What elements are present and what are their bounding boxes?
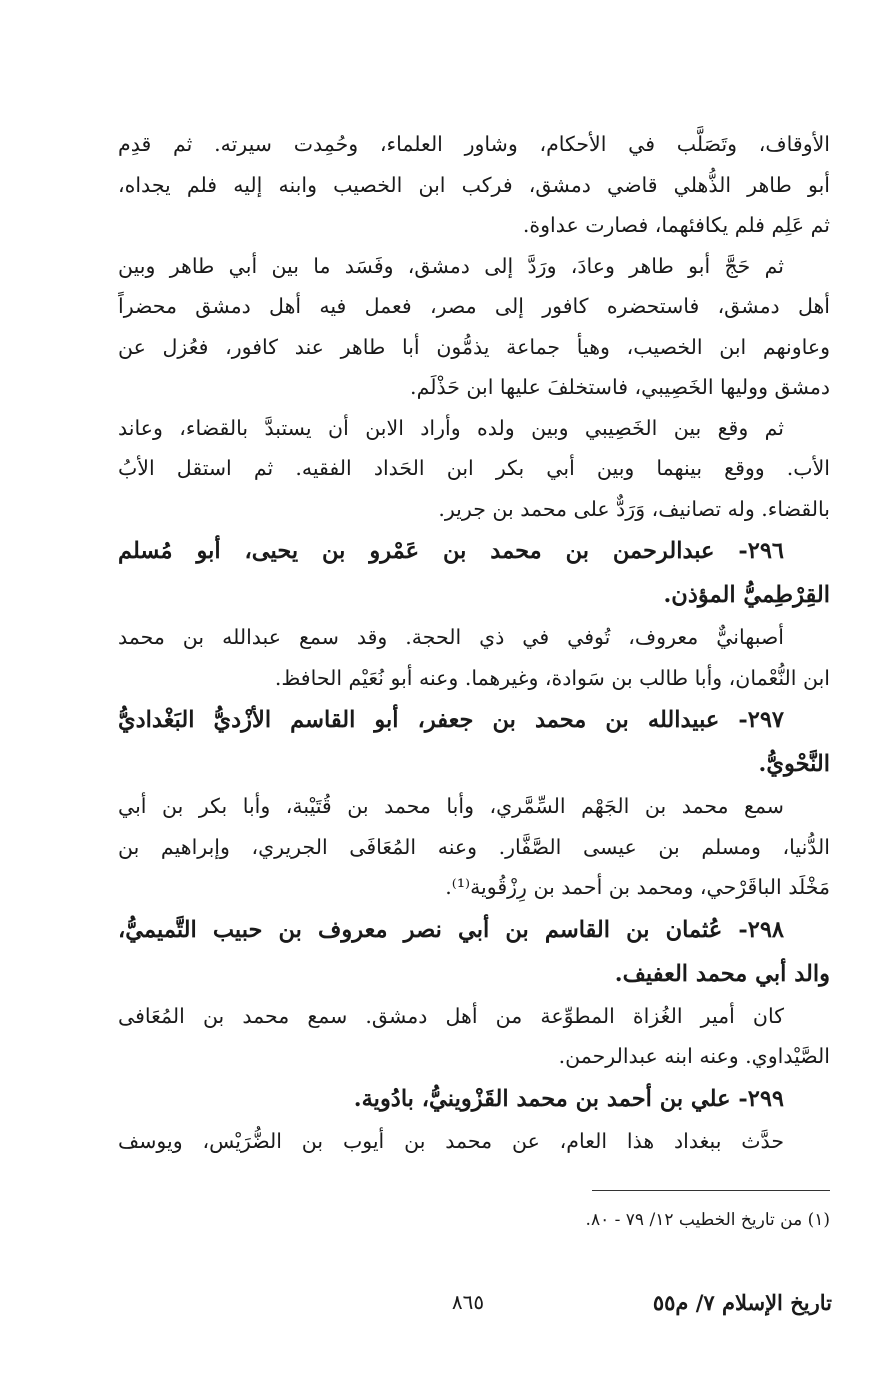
text-line: الأب. ووقع بينهما وبين أبي بكر ابن الحَداد الفقيه. ثم استقل الأبُ (118, 456, 830, 480)
entry-heading-line: النَّحْويُّ. (758, 751, 830, 777)
text-line: وعاونهم ابن الخصيب، وهيأ جماعة يذمُّون أبا طاهر عند كافور، فعُزل عن (118, 334, 830, 359)
running-footer: تاريخ الإسلام ٧/ م٥٥ (652, 1290, 832, 1315)
footnote: (١) من تاريخ الخطيب ١٢/ ٧٩ - ٨٠. (585, 1210, 830, 1230)
entry-heading-line: والد أبي محمد العفيف. (614, 960, 830, 987)
text-line: أهل دمشق، فاستحضره كافور إلى مصر، فعمل فيه أهل دمشق محضراً (118, 294, 830, 318)
entry-heading-line: ٢٩٦- عبدالرحمن بن محمد بن عَمْرو بن يحيى، أبو مُسلم (118, 538, 784, 564)
page-number: ٨٦٥ (451, 1290, 485, 1314)
text-line: الأوقاف، وتَصَلَّب في الأحكام، وشاور العلماء، وحُمِدت سيرته. ثم قدِم (118, 132, 830, 156)
text-line: ثم حَجَّ أبو طاهر وعادَ، ورَدَّ إلى دمشق، وفَسَد ما بين أبي طاهر وبين (118, 253, 784, 278)
text-line: ثم وقع بين الخَصِيبي وبين ولده وأراد الابن أن يستبدَّ بالقضاء، وعاند (118, 415, 784, 440)
text-line: أصبهانيٌّ معروف، تُوفي في ذي الحجة. وقد سمع عبدالله بن محمد (118, 625, 784, 649)
footnote-separator (592, 1190, 830, 1191)
text-line: أبو طاهر الذُّهلي قاضي دمشق، فركب ابن الخصيب وابنه إليه فلم يجداه، (118, 172, 830, 197)
text-line: كان أمير الغُزاة المطوِّعة من أهل دمشق. سمع محمد بن المُعَافى (118, 1003, 784, 1028)
text-line: الصَّيْداوي. وعنه ابنه عبدالرحمن. (558, 1044, 830, 1068)
text-line: ابن النُّعْمان، وأبا طالب بن سَوادة، وغيرهما. وعنه أبو نُعَيْم الحافظ. (274, 665, 830, 690)
text-line: بالقضاء. وله تصانيف، وَرَدٌّ على محمد بن جرير. (438, 496, 830, 521)
text-line: دمشق ووليها الخَصِيبي، فاستخلفَ عليها ابن حَذْلَم. (410, 375, 830, 399)
entry-heading-line: ٢٩٩- علي بن أحمد بن محمد القَزْوينيُّ، بادُوية. (353, 1085, 784, 1112)
text-line: الدُّنيا، ومسلم بن عيسى الصَّفَّار. وعنه المُعَافَى الجريري، وإبراهيم بن (118, 834, 830, 859)
entry-heading-line: ٢٩٧- عبيدالله بن محمد بن جعفر، أبو القاسم الأزْديُّ البَغْداديُّ (118, 707, 784, 733)
text-line: ثم عَلِم فلم يكافئهما، فصارت عداوة. (522, 213, 830, 237)
text-line: مَخْلَد الباقَرْحي، ومحمد بن أحمد بن رِزْقُوية⁽¹⁾. (445, 875, 830, 899)
main-text-block (118, 124, 830, 1161)
text-line: حدَّث ببغداد هذا العام، عن محمد بن أيوب بن الضُّرَيْس، ويوسف (118, 1128, 784, 1153)
entry-heading-line: القِرْطِميُّ المؤذن. (663, 582, 830, 608)
entry-heading-line: ٢٩٨- عُثمان بن القاسم بن أبي نصر معروف بن حبيب التَّميميُّ، (118, 916, 784, 943)
text-line: سمع محمد بن الجَهْم السِّمَّري، وأبا محمد بن قُتَيْبة، وأبا بكر بن أبي (118, 794, 784, 818)
